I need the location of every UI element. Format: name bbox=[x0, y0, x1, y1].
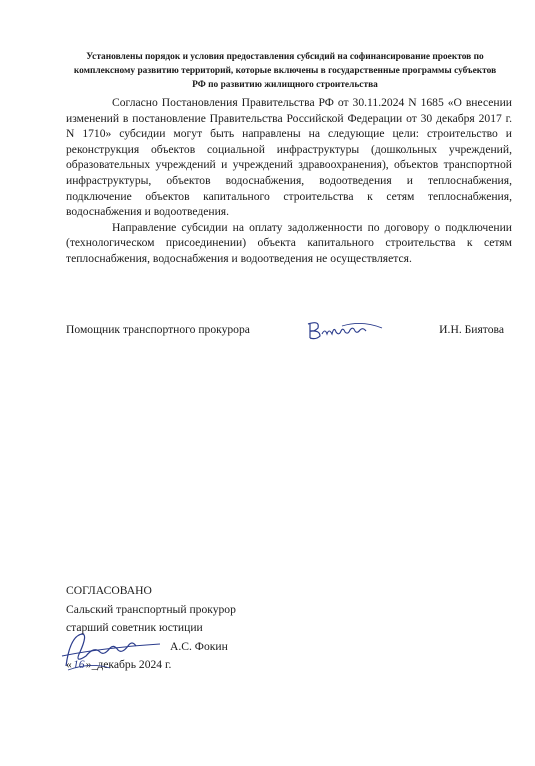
document-body bbox=[66, 95, 512, 267]
approval-heading: СОГЛАСОВАНО bbox=[66, 584, 152, 597]
date-close-quote: » bbox=[85, 658, 92, 671]
approval-signature bbox=[60, 626, 170, 676]
approval-name: А.С. Фокин bbox=[170, 639, 228, 653]
date-day: 16 bbox=[73, 658, 85, 671]
signer-name: И.Н. Биятова bbox=[439, 323, 504, 336]
signer-position: Помощник транспортного прокурора bbox=[66, 323, 250, 336]
paragraph-1: Согласно Постановления Правительства РФ от 30.11.2024 N 1685 «О внесении изменений в постановление Правительства Российской Федерации от 30 декабря 2017 г. N 1710» субсидии могут быть направлены на следующие цели: строительство и реконструкция объектов социальной инфраструктуры (дошкольных учреждений, образовательных учреждений и учреждений здравоохранения), объектов транспортной инфраструктуры, объектов водоснабжения, водоотведения и теплоснабжения, подключение объектов капитального строительства к сетям теплоснабжения, водоснабжения и водоотведения. bbox=[66, 96, 512, 219]
handwritten-signature bbox=[306, 318, 386, 342]
date-open-quote: « bbox=[66, 658, 72, 671]
approval-rank-line: старший советник юстиции bbox=[66, 621, 203, 634]
signer-row bbox=[66, 318, 512, 338]
document-title: Установлены порядок и условия предоставления субсидий на софинансирование проектов по комплексному развитию территорий, которые включены в государственные программы субъектов РФ по развитию жилищного строительства bbox=[73, 52, 497, 90]
paragraph-2: Направление субсидии на оплату задолженности по договору о подключении (технологическом присоединении) объекта капитального строительства к сетям теплоснабжения, водоснабжения и водоотведения не осуществляется. bbox=[66, 220, 512, 265]
approval-position-line: Сальский транспортный прокурор bbox=[66, 602, 236, 616]
date-rest: _декабрь 2024 г. bbox=[91, 658, 172, 671]
